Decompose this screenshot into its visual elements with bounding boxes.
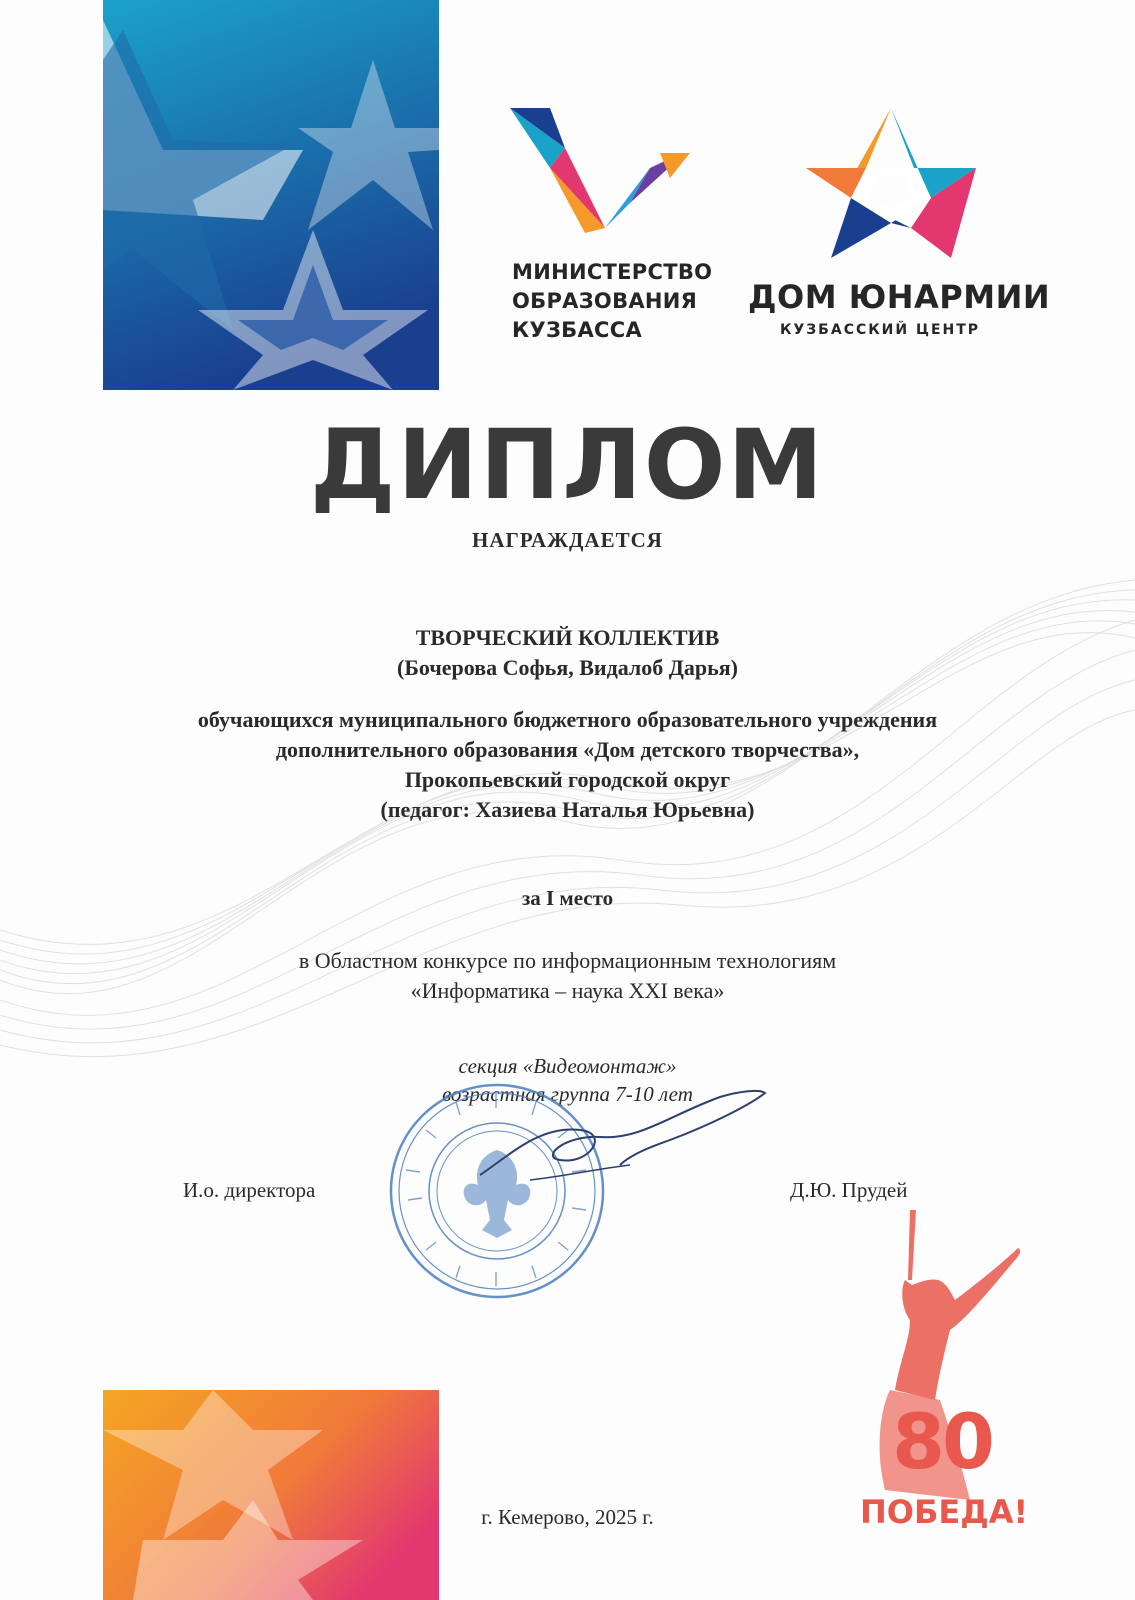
institution-line-1: обучающихся муниципального бюджетного образовательного учреждения bbox=[197, 707, 938, 732]
contest-line-1: в Областном конкурсе по информационным технологиям bbox=[298, 948, 837, 973]
institution-block bbox=[0, 705, 1135, 825]
top-left-decor-block bbox=[103, 0, 439, 390]
awarded-label: НАГРАЖДАЕТСЯ bbox=[472, 528, 663, 552]
yunarmia-star-icon bbox=[806, 108, 976, 268]
victory-80-number: 80 bbox=[892, 1397, 992, 1486]
section-line-2: возрастная группа 7-10 лет bbox=[442, 1082, 693, 1106]
yunarmia-title: ДОМ ЮНАРМИИ bbox=[748, 278, 1051, 316]
city-year: г. Кемерово, 2025 г. bbox=[481, 1505, 654, 1529]
ministry-line-1: МИНИСТЕРСТВО bbox=[512, 260, 713, 284]
recipient-line-1: ТВОРЧЕСКИЙ КОЛЛЕКТИВ bbox=[415, 625, 720, 650]
section-line-1: секция «Видеомонтаж» bbox=[458, 1054, 677, 1078]
award-place: за I место bbox=[521, 886, 614, 910]
director-name: Д.Ю. Прудей bbox=[790, 1178, 908, 1202]
ministry-logo-icon bbox=[510, 108, 700, 248]
ministry-line-2: ОБРАЗОВАНИЯ bbox=[512, 289, 698, 313]
contest-line-2: «Информатика – наука XXI века» bbox=[410, 978, 725, 1003]
institution-line-2: дополнительного образования «Дом детского творчества», bbox=[275, 737, 860, 762]
recipient-block bbox=[0, 623, 1135, 683]
contest-block bbox=[0, 946, 1135, 1006]
director-position: И.о. директора bbox=[183, 1178, 316, 1202]
institution-line-4: (педагог: Хазиева Наталья Юрьевна) bbox=[380, 797, 755, 822]
ministry-line-3: КУЗБАССА bbox=[512, 318, 643, 342]
bottom-left-decor-block bbox=[103, 1390, 439, 1600]
recipient-line-2: (Бочерова Софья, Видалоб Дарья) bbox=[397, 655, 738, 680]
diploma-title: ДИПЛОМ bbox=[309, 409, 826, 521]
yunarmia-subtitle: КУЗБАССКИЙ ЦЕНТР bbox=[780, 322, 981, 338]
institution-line-3: Прокопьевский городской округ bbox=[404, 767, 731, 792]
ministry-name bbox=[512, 258, 732, 345]
director-signature-icon bbox=[470, 1085, 770, 1195]
victory-word: ПОБЕДА! bbox=[860, 1493, 1029, 1531]
